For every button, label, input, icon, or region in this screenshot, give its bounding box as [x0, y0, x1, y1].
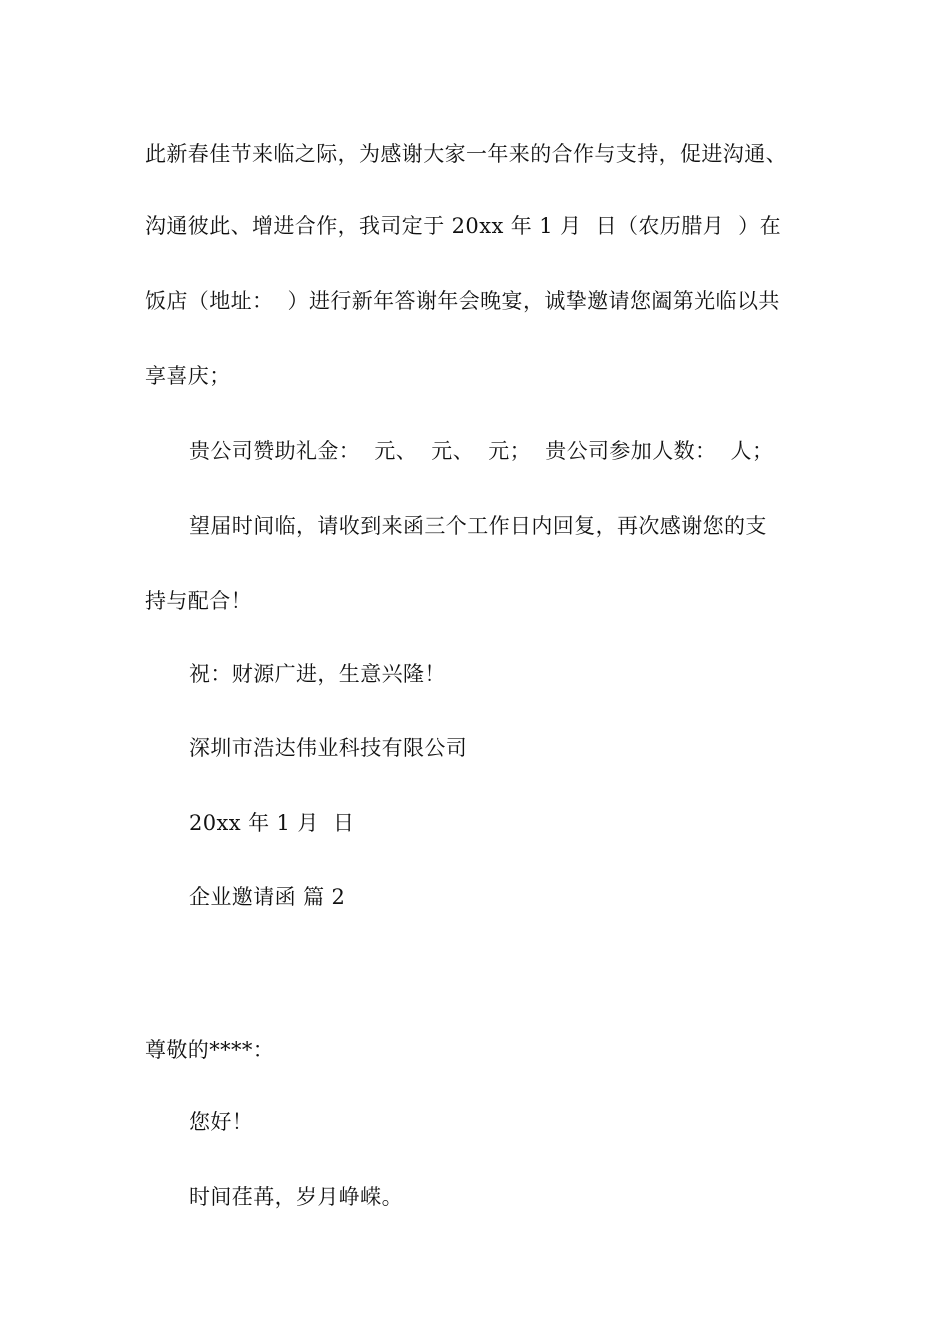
opening-line: 时间荏苒，岁月峥嵘。	[189, 1185, 403, 1209]
paragraph-line: 饭店（地址： ）进行新年答谢年会晚宴，诚挚邀请您阖第光临以共	[145, 289, 780, 313]
paragraph-line: 沟通彼此、增进合作，我司定于 20xx 年 1 月 日（农历腊月 ）在	[145, 214, 781, 238]
reply-line: 望届时间临，请收到来函三个工作日内回复，再次感谢您的支	[189, 514, 767, 538]
greeting: 您好！	[189, 1110, 254, 1134]
document-date: 20xx 年 1 月 日	[189, 811, 355, 835]
blessing-line: 祝：财源广进，生意兴隆！	[189, 662, 446, 686]
sponsorship-line: 贵公司赞助礼金： 元、 元、 元； 贵公司参加人数： 人；	[189, 439, 774, 463]
section-title: 企业邀请函 篇 2	[189, 885, 346, 909]
reply-line: 持与配合！	[145, 589, 252, 613]
salutation: 尊敬的****：	[145, 1038, 275, 1062]
company-name: 深圳市浩达伟业科技有限公司	[189, 736, 468, 760]
paragraph-line: 此新春佳节来临之际，为感谢大家一年来的合作与支持，促进沟通、	[145, 142, 787, 166]
paragraph-line: 享喜庆；	[145, 364, 231, 388]
